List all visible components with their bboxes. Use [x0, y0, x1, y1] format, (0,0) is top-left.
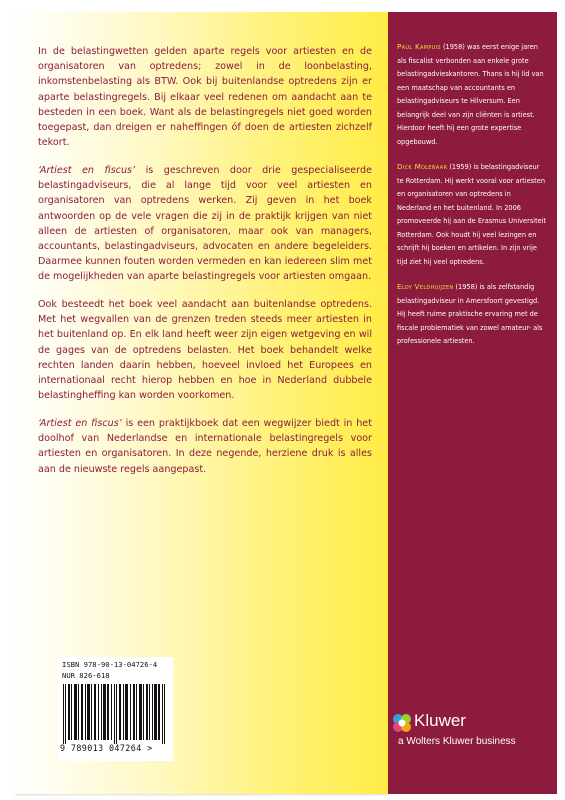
blurb-text — [38, 44, 372, 489]
barcode-image — [63, 684, 168, 744]
author-name: Eloy Veldhuijzen — [397, 282, 454, 291]
book-title-ref: ‘Artiest en fiscus’ — [38, 417, 122, 429]
publisher-tagline: a Wolters Kluwer business — [398, 736, 516, 747]
kluwer-logo-icon — [392, 713, 412, 733]
author-name: Dick Molenaar — [397, 162, 448, 171]
blurb-paragraph-2-body: Zij geven in het boek antwoorden op de vele vragen die zij in de praktijk krijgen van niet alleen de artiesten of organisatoren, maar ook van managers, accountants, belastingadviseurs, advocaten en andere begeleiders. Daarmee kunnen fouten worden vermeden en kan iedereen slim met de mogelijkheden van aparte belastingregels voor artiesten omgaan. — [38, 195, 372, 283]
publisher-logo — [392, 707, 557, 755]
author-name: Paul Kampuis — [397, 42, 441, 51]
nur-code: NUR 826-618 — [62, 671, 110, 680]
book-title-ref: ‘Artiest en fiscus’ — [38, 164, 136, 176]
author-bio-text: (1958) is als zelfstandig belastingadviseur in Amersfoort gevestigd. Hij heeft ruime praktische ervaring met de fiscale problematiek van zowel amateur- als professionele artiesten. — [397, 283, 543, 345]
blurb-paragraph-3: Ook besteedt het boek veel aandacht aan buitenlandse optredens. Met het wegvallen van de grenzen treden steeds meer artiesten in het buitenland op. En elk land heeft weer zijn eigen wetgeving en wil de gages van de optredens belasten. Het boek behandelt welke rechten landen daarin hebben, hoeveel invloed het Europees en internationaal recht hierop hebben en hoe in Nederland dubbele belastingheffing kan worden voorkomen. — [38, 299, 372, 402]
author-bio-text: (1958) was eerst enige jaren als fiscalist verbonden aan enkele grote belastingadvieskantoren. Thans is hij lid van een maatschap van accountants en belastingadviseurs te Hilversum. Een belangrijk deel van zijn cliënten is artiest. Hierdoor heeft hij een grote expertise opgebouwd. — [397, 43, 544, 146]
blurb-paragraph-2-intro: is geschreven door drie gespecialiseerde belastingadviseurs, die al lange tijd voor veel artiesten en organisatoren van optredens werken. — [38, 164, 372, 207]
barcode-digits: 9 789013 047264 > — [60, 743, 153, 753]
author-bio — [397, 40, 547, 149]
blurb-paragraph-1: In de belastingwetten gelden aparte regels voor artiesten en de organisatoren van optredens; zowel in de loonbelasting, inkomstenbelasting als BTW. Ook bij buitenlandse optredens zijn er aparte belastingregels. Bij elkaar veel redenen om aandacht aan te besteden in een boek. Want als de belastingregels niet goed worden toegepast, dan dreigen er naheffingen óf doen de artiesten zichzelf tekort. — [38, 46, 372, 149]
blurb-paragraph-4 — [38, 416, 372, 477]
isbn-number: ISBN 978-90-13-04726-4 — [62, 660, 158, 669]
author-bio-text: (1959) is belastingadviseur te Rotterdam. Hij werkt vooral voor artiesten en organisatoren van optredens in Nederland en het buitenland. In 2006 promoveerde hij aan de Erasmus Universiteit Rotterdam. Ook houdt hij veel lezingen en schrijft hij boeken en artikelen. In zijn vrije tijd ziet hij veel optredens. — [397, 163, 547, 266]
author-bio — [397, 280, 547, 349]
author-bio — [397, 160, 547, 269]
publisher-name: Kluwer — [414, 711, 466, 730]
blurb-paragraph-4-body: is een praktijkboek dat een wegwijzer biedt in het doolhof van Nederlandse en internationale belastingregels voor artiesten en organisatoren. In deze negende, herziene druk is alles aan de nieuwste regels aangepast. — [38, 417, 372, 475]
isbn-barcode-block — [58, 657, 173, 761]
blurb-paragraph-2 — [38, 163, 372, 285]
author-bios — [397, 40, 547, 360]
